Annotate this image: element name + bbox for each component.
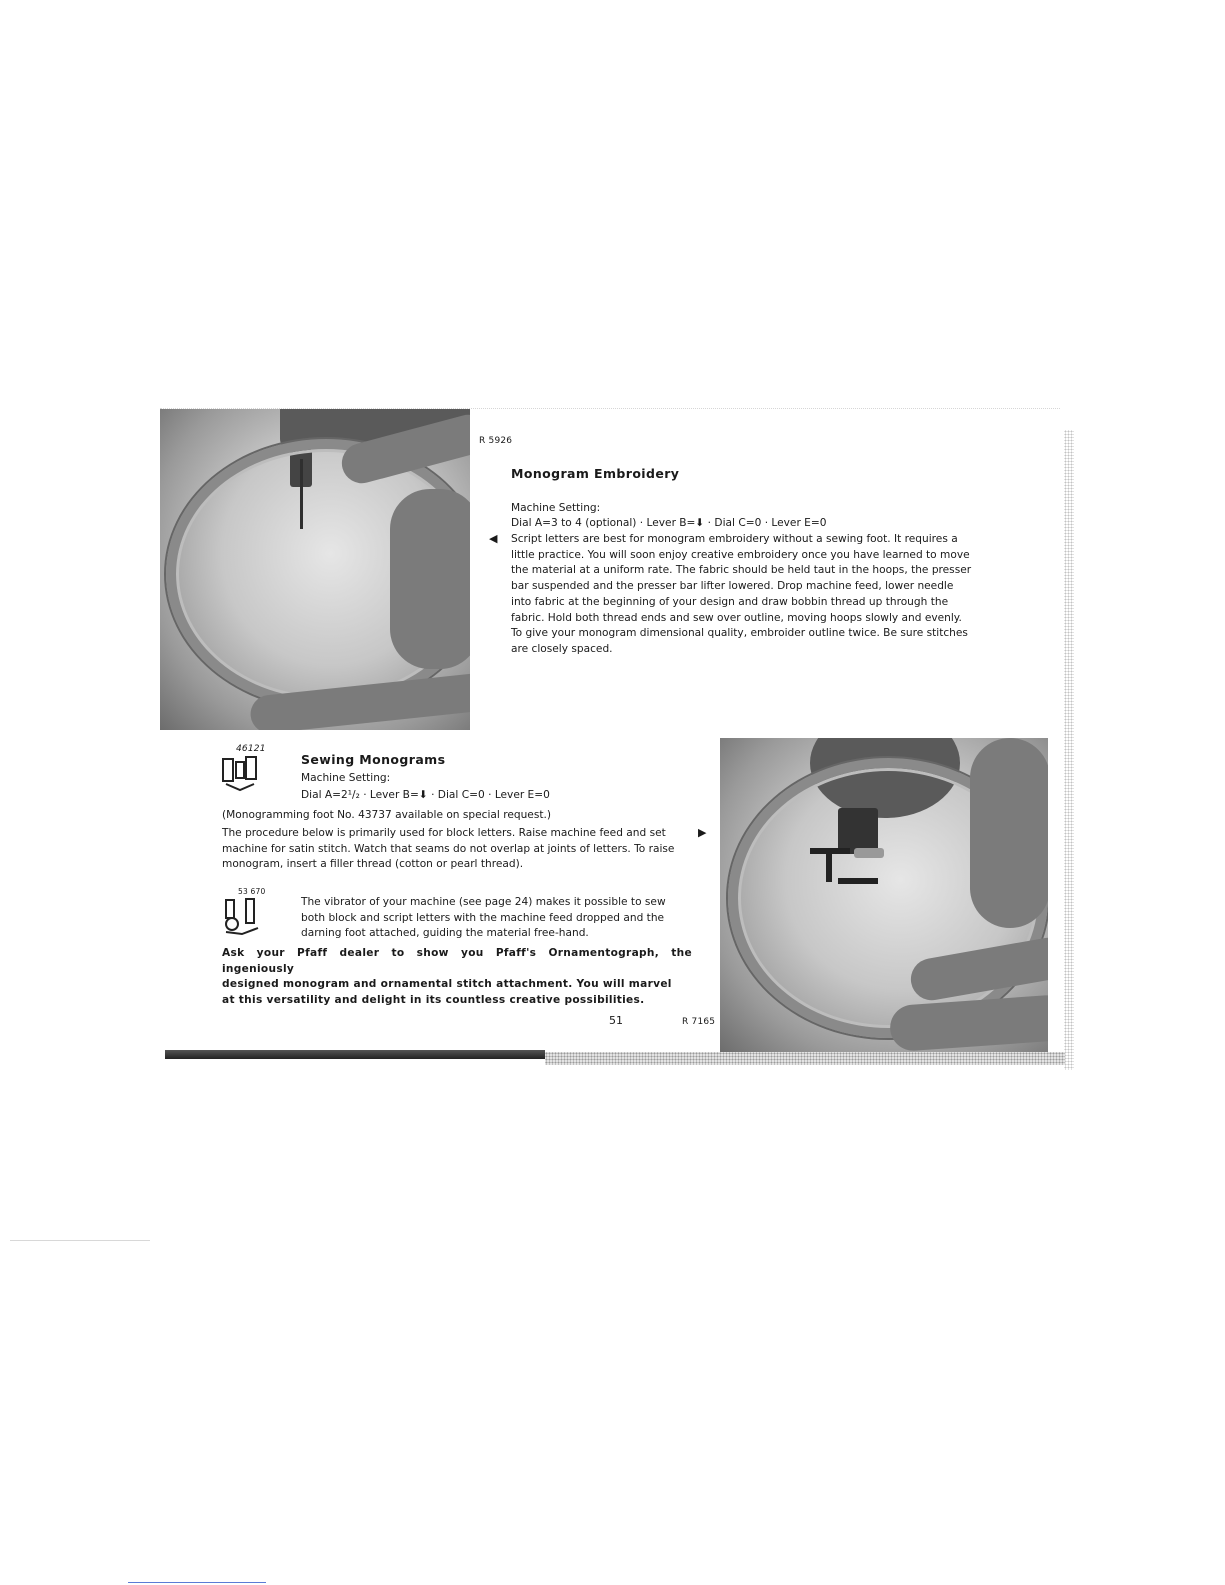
arrow-left-icon: ◀ <box>489 532 498 545</box>
scan-rule-bottom-edge <box>128 1582 266 1583</box>
monogramming-foot-note: (Monogramming foot No. 43737 available on special request.) <box>222 809 551 821</box>
foot-part-number-1: 46121 <box>236 744 266 754</box>
scan-rule-bottom-left <box>10 1240 150 1241</box>
photo-reference-bottom: R 7165 <box>682 1017 716 1027</box>
section-title-sewing-monograms: Sewing Monograms <box>301 752 446 767</box>
foot-part-number-2: 53 670 <box>238 887 266 896</box>
machine-setting-values-top: Dial A=3 to 4 (optional) · Lever B=⬇ · Dial C=0 · Lever E=0 <box>511 517 827 529</box>
section-title-monogram-embroidery: Monogram Embroidery <box>511 466 680 481</box>
page-bottom-bar-dark <box>165 1050 545 1059</box>
scan-dotted-margin <box>1064 430 1074 1070</box>
darning-foot-icon <box>222 896 262 936</box>
machine-setting-label-bottom: Machine Setting: <box>301 772 391 784</box>
pfaff-dealer-note: Ask your Pfaff dealer to show you Pfaff's Ornamentograph, the ingeniously designed monogram and ornamental stitch attachment. You will marvel at this versatility and delight in its countless creative possibilities. <box>222 947 692 1007</box>
machine-setting-label-top: Machine Setting: <box>511 502 601 514</box>
photo-reference-top: R 5926 <box>479 436 513 446</box>
photo-monogram-embroidery-hoop <box>160 409 470 730</box>
machine-setting-values-bottom: Dial A=2¹/₂ · Lever B=⬇ · Dial C=0 · Lever E=0 <box>301 789 550 801</box>
page-bottom-bar-dotted <box>545 1052 1065 1065</box>
monogram-foot-icon <box>220 754 260 794</box>
monogram-embroidery-body: Script letters are best for monogram embroidery without a sewing foot. It requires a little practice. You will soon enjoy creative embroidery once you have learned to move the material at a uniform rate. The fabric should be held taut in the hoops, the presser bar suspended and the presser bar lifter lowered. Drop machine feed, lower needle into fabric at the beginning of your design and draw bobbin thread up through the fabric. Hold both thread ends and sew over outline, moving hoops slowly and evenly. To give your monogram dimensional quality, embroider outline twice. Be sure stitches are closely spaced. <box>511 533 972 655</box>
sewing-monograms-procedure: The procedure below is primarily used for block letters. Raise machine feed and set machine for satin stitch. Watch that seams do not overlap at joints of letters. To raise monogram, insert a filler thread (cotton or pearl thread). <box>222 827 675 871</box>
arrow-right-icon: ▶ <box>698 826 707 839</box>
vibrator-instructions: The vibrator of your machine (see page 24) makes it possible to sew both block and script letters with the machine feed dropped and the darning foot attached, guiding the material free-hand. <box>301 896 666 940</box>
photo-sewing-monograms-hoop <box>720 738 1048 1053</box>
page-number: 51 <box>609 1014 623 1027</box>
